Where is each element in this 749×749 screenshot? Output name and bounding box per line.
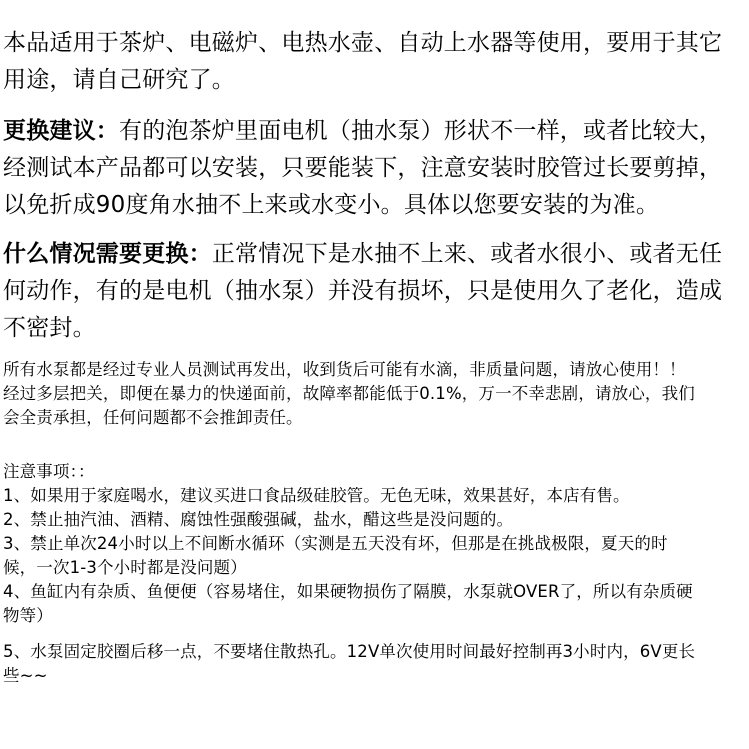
replace-advice-line: 以免折成90度角水抽不上来或水变小。具体以您要安装的为准。 [3,192,660,218]
quality-note-line: 经过多层把关，即便在暴力的快递面前，故障率都能低于0.1%，万一不幸悲剧，请放心，我们 [3,384,695,403]
when-replace-heading: 什么情况需要更换： [3,241,212,267]
replace-advice-line: 经测试本产品都可以安装，只要能装下，注意安装时胶管过长要剪掉， [3,155,723,181]
replace-advice-heading: 更换建议： [3,118,119,144]
notes-section [3,460,746,628]
note-item-continuation: 物等） [3,606,53,625]
quality-note-line: 所有水泵都是经过专业人员测试再发出，收到货后可能有水滴，非质量问题，请放心使用！！ [3,360,686,379]
quality-note-line: 会全责承担，任何问题都不会推卸责任。 [3,408,303,427]
replace-advice-line [3,113,746,150]
intro-paragraph [3,25,746,99]
when-replace-text: 正常情况下是水抽不上来、或者水很小、或者无任 [211,241,723,267]
note-item: 2、禁止抽汽油、酒精、腐蚀性强酸强碱，盐水，醋这些是没问题的。 [3,510,514,529]
replace-advice-text: 有的泡茶炉里面电机（抽水泵）形状不一样，或者比较大， [119,118,723,144]
notes-title: 注意事项：： [3,462,95,481]
replace-advice-paragraph [3,113,746,224]
when-replace-line: 何动作，有的是电机（抽水泵）并没有损坏，只是使用久了老化，造成 [3,278,723,304]
when-replace-paragraph [3,236,746,347]
note-item-continuation: 些~~ [3,666,48,685]
quality-note-paragraph [3,358,746,430]
intro-line: 用途，请自己研究了。 [3,67,235,93]
when-replace-line [3,236,746,273]
note-item-continuation: 候，一次1-3个小时都是没问题） [3,558,247,577]
note-item: 3、禁止单次24小时以上不间断水循环（实测是五天没有坏，但那是在挑战极限，夏天的时 [3,534,668,553]
note-item-5 [3,640,746,688]
note-item: 1、如果用于家庭喝水，建议买进口食品级硅胶管。无色无味，效果甚好，本店有售。 [3,486,630,505]
when-replace-line: 不密封。 [3,315,96,341]
note-item: 5、水泵固定胶圈后移一点，不要堵住散热孔。12V单次使用时间最好控制再3小时内，6V更长 [3,642,696,661]
note-item: 4、鱼缸内有杂质、鱼便便（容易堵住，如果硬物损伤了隔膜，水泵就OVER了，所以有杂质硬 [3,582,693,601]
intro-line: 本品适用于茶炉、电磁炉、电热水壶、自动上水器等使用，要用于其它 [3,30,723,56]
